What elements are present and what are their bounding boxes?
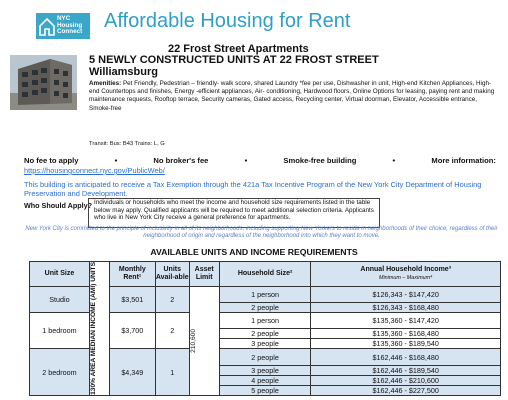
amenities-text: Pet Friendly, Pedestrian – friendly- walk score, shared Laundry *fee per use, Dishwasher in unit, High-end Kitchen Appliances, High-end Countertops and finishes, Energy -efficient appliances, Air- conditioning, Hardwood floors, Online Options for leasing, paying rent and making maintenance requests, Rooftop terrace, Security cameras, Gated access, Recycling center, Virtual doorman, Elevator, Accessible entrance, Smoke-free (89, 80, 495, 112)
units-income-table (29, 261, 501, 396)
who-should-apply-label: Who Should Apply? (24, 201, 93, 210)
fee-no-broker: No broker's fee (153, 156, 209, 165)
units-cell: 2 (155, 313, 189, 349)
bullet: • (244, 156, 248, 165)
rent-cell: $3,700 (109, 313, 155, 349)
household-size-cell: 5 people (219, 385, 311, 395)
fee-no-apply: No fee to apply (24, 156, 79, 165)
col-asset-limit: Asset Limit (189, 262, 219, 287)
household-size-cell: 2 people (219, 349, 311, 365)
tax-exemption-note: This building is anticipated to receive a Tax Exemption through the 421a Tax Incentive Program of the New York City Department of Housing Preservation and Development. (24, 180, 482, 198)
bullet: • (392, 156, 396, 165)
household-size-cell: 1 person (219, 287, 311, 303)
logo-text: NYC Housing Connect (57, 15, 83, 36)
income-range-cell: $162,446 - $189,540 (311, 365, 501, 375)
income-range-cell: $162,446 - $210,600 (311, 375, 501, 385)
unit-size-cell: 2 bedroom (30, 349, 90, 395)
household-size-cell: 3 people (219, 339, 311, 349)
who-should-apply-text: Individuals or households who meet the income and household size requirements listed in the table below may apply. Qualified applicants will be required to meet additional selection criteria. Applicants who live in New York City receive a general preference for apartments. (88, 198, 380, 228)
neighborhood: Williamsburg (89, 66, 158, 78)
asset-limit-cell (189, 287, 219, 396)
house-icon (39, 16, 55, 36)
unit-size-cell: Studio (30, 287, 90, 313)
bullet: • (114, 156, 118, 165)
col-unit-size: Unit Size (30, 262, 90, 287)
asset-limit-value: 210,600 (189, 329, 197, 353)
income-range-cell: $135,360 - $189,540 (311, 339, 501, 349)
income-range-cell: $162,446 - $227,500 (311, 385, 501, 395)
col-household-size: Household Size² (219, 262, 311, 287)
household-size-cell: 3 people (219, 365, 311, 375)
units-cell: 2 (155, 287, 189, 313)
income-range-cell: $135,360 - $147,420 (311, 313, 501, 329)
income-range-cell: $126,343 - $168,480 (311, 303, 501, 313)
units-headline: 5 NEWLY CONSTRUCTED UNITS AT 22 FROST STREET (89, 54, 379, 66)
transit-info: Transit: Bus: B43 Trains: L, G (89, 141, 165, 147)
building-photo (10, 55, 77, 110)
household-size-cell: 4 people (219, 375, 311, 385)
amenities-label: Amenities: (89, 80, 122, 87)
nyc-housing-connect-logo (36, 13, 90, 39)
income-range-cell: $135,360 - $168,480 (311, 329, 501, 339)
rent-cell: $3,501 (109, 287, 155, 313)
col-income: Annual Household Income³ Minimum – Maximum⁴ (311, 262, 501, 287)
building-name: 22 Frost Street Apartments (168, 43, 309, 55)
ami-label: 130% AREA MEDIAN INCOME (AMI) UNITS (89, 262, 97, 395)
income-range-cell: $126,343 - $147,420 (311, 287, 501, 303)
more-info-label: More information: (431, 156, 496, 165)
unit-size-cell: 1 bedroom (30, 313, 90, 349)
housing-connect-link[interactable]: https://housingconnect.nyc.gov/PublicWeb/ (24, 166, 165, 175)
household-size-cell: 1 person (219, 313, 311, 329)
page-title: Affordable Housing for Rent (104, 10, 351, 32)
fee-info-row (24, 156, 496, 165)
household-size-cell: 2 people (219, 303, 311, 313)
ami-label-cell (89, 262, 109, 396)
amenities (89, 80, 499, 113)
table-heading: AVAILABLE UNITS AND INCOME REQUIREMENTS (150, 247, 358, 257)
units-cell: 1 (155, 349, 189, 395)
smoke-free: Smoke-free building (283, 156, 357, 165)
col-monthly-rent: Monthly Rent¹ (109, 262, 155, 287)
rent-cell: $4,349 (109, 349, 155, 395)
col-units-available: Units Avail-able (155, 262, 189, 287)
inclusivity-statement: New York City is committed to the principle of inclusivity in all of its neighborhoods, including supporting New Yorkers to reside in neighborhoods of their choice, regardless of their neighborhood of origin and regardless of the neighborhood into which they want to move. (25, 226, 498, 240)
household-size-cell: 2 people (219, 329, 311, 339)
income-range-cell: $162,446 - $168,480 (311, 349, 501, 365)
